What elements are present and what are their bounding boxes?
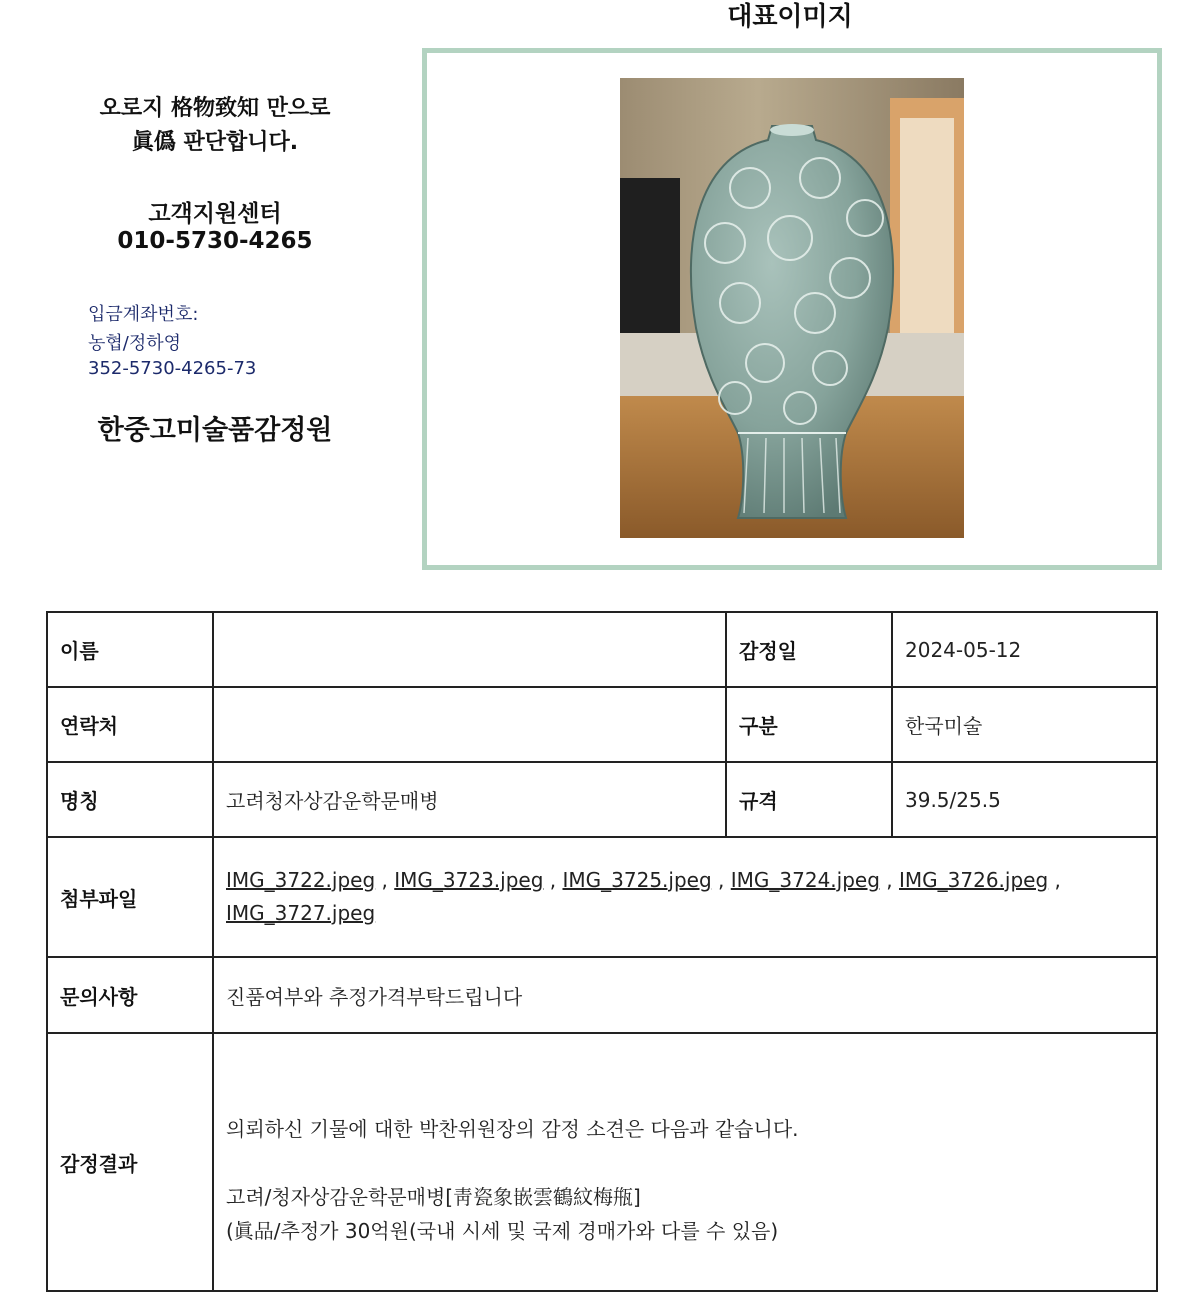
attachment-link[interactable]: IMG_3725.jpeg [562,868,712,892]
appraisal-table [46,611,1158,1292]
date-value: 2024-05-12 [892,612,1157,687]
attachment-link[interactable]: IMG_3727.jpeg [226,901,376,925]
table-row [47,1033,1157,1291]
support-phone[interactable]: 010-5730-4265 [117,228,313,254]
attachment-link[interactable]: IMG_3722.jpeg [226,868,376,892]
attachment-link[interactable]: IMG_3724.jpeg [730,868,880,892]
title-value: 고려청자상감운학문매병 [213,762,726,837]
attachment-link[interactable]: IMG_3723.jpeg [394,868,544,892]
attachment-link[interactable]: IMG_3726.jpeg [899,868,1049,892]
title-label: 명칭 [47,762,213,837]
support-center-title: 고객지원센터 [148,201,282,227]
result-line-3: (眞品/추정가 30억원(국내 시세 및 국제 경매가와 다를 수 있음) [226,1219,779,1243]
account-holder: 농협/정하영 [88,333,182,354]
result-line-2: 고려/청자상감운학문매병[靑瓷象嵌雲鶴紋梅甁] [226,1185,641,1209]
name-value [213,612,726,687]
slogan-line-2: 眞僞 판단합니다. [131,130,299,155]
result-line-1: 의뢰하신 기물에 대한 박찬위원장의 감정 소견은 다음과 같습니다. [226,1117,799,1141]
account-number: 352-5730-4265-73 [88,358,257,379]
company-name: 한중고미술품감정원 [97,415,333,446]
representative-image-title: 대표이미지 [727,2,853,32]
spec-value: 39.5/25.5 [892,762,1157,837]
slogan-line-1: 오로지 格物致知 만으로 [99,96,331,121]
contact-value [213,687,726,762]
spec-label: 규격 [726,762,892,837]
table-row [47,687,1157,762]
attachments-value: IMG_3722.jpeg , IMG_3723.jpeg , IMG_3725.jpeg , IMG_3724.jpeg , IMG_3726.jpeg , IMG_3727.jpeg [213,837,1157,957]
account-label: 입금계좌번호: [88,304,199,325]
celadon-vase-illustration [620,78,964,538]
date-label: 감정일 [726,612,892,687]
category-value: 한국미술 [892,687,1157,762]
result-label: 감정결과 [47,1033,213,1291]
vase-photo [620,78,964,538]
table-row [47,612,1157,687]
contact-label: 연락처 [47,687,213,762]
inquiry-value: 진품여부와 추정가격부탁드립니다 [213,957,1157,1033]
result-value [213,1033,1157,1291]
table-row [47,957,1157,1033]
name-label: 이름 [47,612,213,687]
category-label: 구분 [726,687,892,762]
table-row [47,762,1157,837]
table-row [47,837,1157,957]
attachments-label: 첨부파일 [47,837,213,957]
inquiry-label: 문의사항 [47,957,213,1033]
result-spacer [226,1146,1144,1180]
